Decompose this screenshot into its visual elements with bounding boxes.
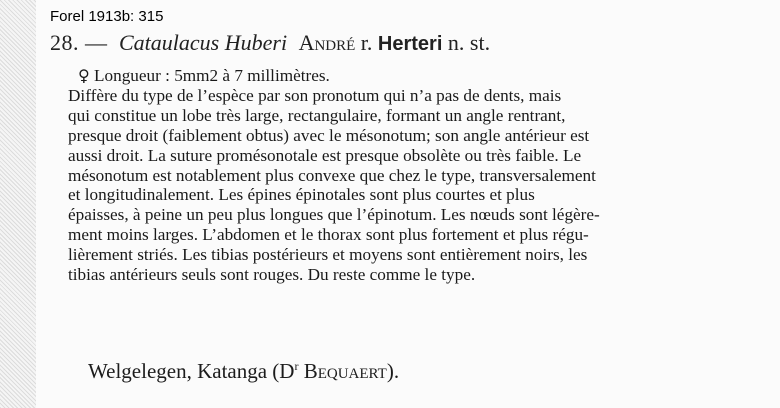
female-symbol-icon: ♀ xyxy=(78,66,90,85)
body-line: épaisses, à peine un peu plus longues que l’épinotum. Les nœuds sont légère- xyxy=(68,205,600,225)
collector-name: Bequaert xyxy=(303,359,387,383)
body-line: et longitudinalement. Les épines épinotales sont plus courtes et plus xyxy=(68,185,535,205)
collector-title: D xyxy=(279,359,295,383)
locality-place: Welgelegen, Katanga ( xyxy=(88,359,280,383)
collector-title-sup: r xyxy=(294,359,299,373)
entry-number: 28. — xyxy=(50,30,108,55)
body-line: ment moins larges. L’abdomen et le thorax sont plus fortement et plus régu- xyxy=(68,225,589,245)
body-line: aussi droit. La suture promésonotale est presque obsolète ou très faible. Le xyxy=(68,145,582,165)
species-author: André xyxy=(298,30,356,55)
length-text: Longueur : 5mm2 à 7 millimètres. xyxy=(94,66,330,85)
citation-label: Forel 1913b: 315 xyxy=(50,8,164,25)
rank-abbrev: r. xyxy=(360,30,373,55)
body-line: lièrement striés. Les tibias postérieurs et moyens sont entièrement noirs, les xyxy=(68,245,588,265)
body-line: qui constitue un lobe très large, rectangulaire, formant un angle rentrant, xyxy=(68,105,566,125)
length-line xyxy=(68,66,600,86)
subspecies-name: Herteri xyxy=(377,33,443,55)
locality-line xyxy=(88,359,399,384)
body-line: Diffère du type de l’espèce par son pronotum qui n’a pas de dents, mais xyxy=(68,85,562,105)
body-line: presque droit (faiblement obtus) avec le mésonotum; son angle antérieur est xyxy=(68,125,590,145)
description-body xyxy=(68,66,600,285)
status-note: n. st. xyxy=(447,30,491,55)
body-line: mésonotum est notablement plus convexe que chez le type, transversalement xyxy=(68,165,596,185)
species-name: Cataulacus Huberi xyxy=(119,30,288,55)
species-heading xyxy=(50,30,490,56)
scan-shadow-edge xyxy=(0,0,36,408)
locality-close: ). xyxy=(386,359,400,383)
body-line: tibias antérieurs seuls sont rouges. Du reste comme le type. xyxy=(68,265,476,285)
